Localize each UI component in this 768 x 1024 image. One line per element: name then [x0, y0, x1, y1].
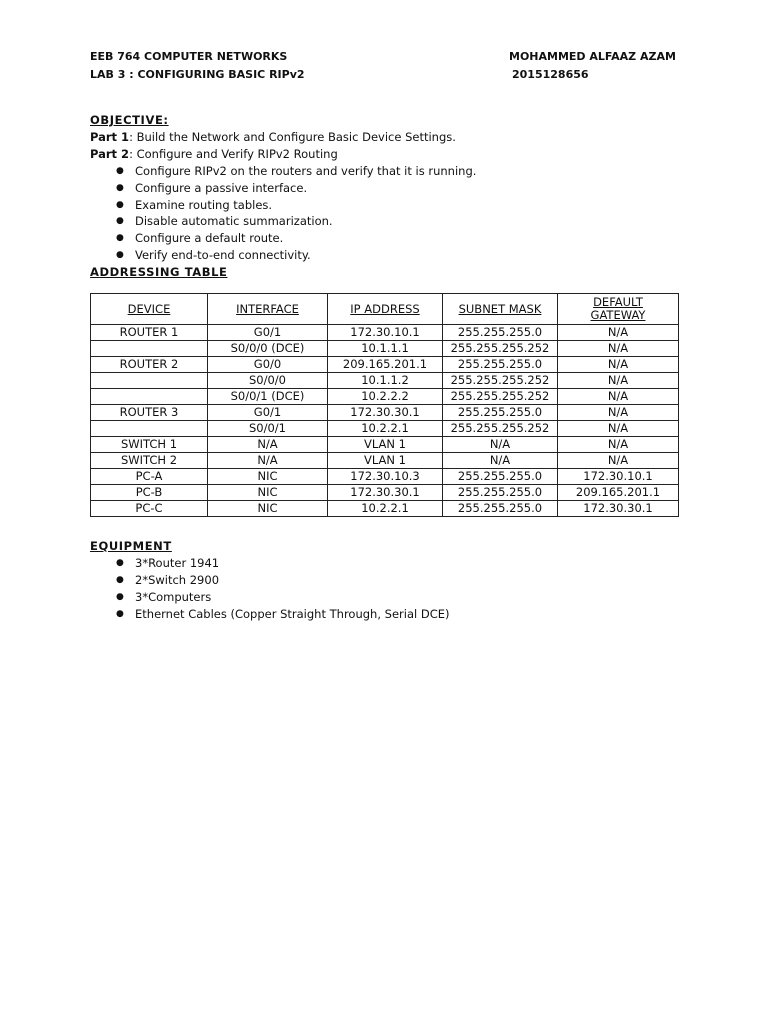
table-row — [91, 421, 679, 437]
cell-interface: G0/1 — [208, 325, 328, 341]
cell-device: ROUTER 1 — [91, 325, 208, 341]
table-row — [91, 469, 679, 485]
cell-device: ROUTER 3 — [91, 405, 208, 421]
cell-ip-address: 172.30.10.3 — [328, 469, 443, 485]
cell-subnet-mask: 255.255.255.252 — [443, 389, 558, 405]
cell-device: SWITCH 2 — [91, 453, 208, 469]
part-1-label: Part 1 — [90, 129, 130, 144]
cell-interface: S0/0/0 (DCE) — [208, 341, 328, 357]
table-row — [91, 501, 679, 517]
column-header-ip-address: IP ADDRESS — [328, 294, 443, 325]
equipment-section — [90, 538, 690, 623]
cell-subnet-mask: 255.255.255.0 — [443, 357, 558, 373]
objective-bullet-list — [90, 163, 690, 264]
objective-heading: OBJECTIVE: — [90, 113, 169, 127]
cell-default-gateway: 209.165.201.1 — [558, 485, 679, 501]
cell-interface: S0/0/1 (DCE) — [208, 389, 328, 405]
table-row — [91, 389, 679, 405]
bullet-icon: ● — [116, 182, 124, 193]
list-item — [90, 213, 690, 230]
course-title: EEB 764 COMPUTER NETWORKS — [90, 50, 288, 63]
cell-default-gateway: N/A — [558, 437, 679, 453]
cell-device: PC-A — [91, 469, 208, 485]
cell-ip-address: 172.30.30.1 — [328, 405, 443, 421]
cell-default-gateway: 172.30.10.1 — [558, 469, 679, 485]
cell-default-gateway: N/A — [558, 341, 679, 357]
cell-interface: S0/0/1 — [208, 421, 328, 437]
table-row — [91, 373, 679, 389]
cell-default-gateway: N/A — [558, 405, 679, 421]
list-item — [90, 247, 690, 264]
part-2-label: Part 2 — [90, 146, 130, 161]
list-item-text: Configure a default route. — [135, 231, 284, 246]
cell-interface: N/A — [208, 437, 328, 453]
column-header-subnet-mask: SUBNET MASK — [443, 294, 558, 325]
cell-interface: S0/0/0 — [208, 373, 328, 389]
bullet-icon: ● — [116, 165, 124, 176]
part-1-text: : Build the Network and Configure Basic Device Settings. — [129, 129, 456, 144]
bullet-icon: ● — [116, 608, 124, 619]
bullet-icon: ● — [116, 216, 124, 227]
cell-default-gateway: N/A — [558, 389, 679, 405]
list-item-text: 3*Computers — [135, 589, 212, 604]
cell-interface: NIC — [208, 485, 328, 501]
cell-device — [91, 421, 208, 437]
student-id: 2015128656 — [512, 68, 589, 81]
cell-subnet-mask: 255.255.255.252 — [443, 421, 558, 437]
bullet-icon: ● — [116, 557, 124, 568]
cell-ip-address: 209.165.201.1 — [328, 357, 443, 373]
cell-device — [91, 389, 208, 405]
table-row — [91, 357, 679, 373]
bullet-icon: ● — [116, 250, 124, 261]
cell-default-gateway: N/A — [558, 357, 679, 373]
part-2-text: : Configure and Verify RIPv2 Routing — [129, 146, 338, 161]
cell-subnet-mask: 255.255.255.0 — [443, 501, 558, 517]
column-header-interface: INTERFACE — [208, 294, 328, 325]
equipment-list — [90, 555, 690, 623]
cell-subnet-mask: 255.255.255.0 — [443, 405, 558, 421]
cell-interface: NIC — [208, 501, 328, 517]
addressing-table — [90, 293, 679, 517]
list-item-text: Ethernet Cables (Copper Straight Through, Serial DCE) — [135, 606, 450, 621]
cell-subnet-mask: 255.255.255.0 — [443, 485, 558, 501]
cell-interface: NIC — [208, 469, 328, 485]
author-name: MOHAMMED ALFAAZ AZAM — [509, 50, 676, 63]
cell-device: SWITCH 1 — [91, 437, 208, 453]
table-row — [91, 437, 679, 453]
cell-subnet-mask: 255.255.255.0 — [443, 469, 558, 485]
part-1-line — [90, 129, 690, 146]
cell-interface: G0/1 — [208, 405, 328, 421]
cell-ip-address: 10.2.2.1 — [328, 501, 443, 517]
list-item-text: Disable automatic summarization. — [135, 214, 333, 229]
cell-default-gateway: N/A — [558, 373, 679, 389]
cell-interface: N/A — [208, 453, 328, 469]
list-item — [90, 163, 690, 180]
cell-ip-address: 10.2.2.1 — [328, 421, 443, 437]
cell-device: PC-B — [91, 485, 208, 501]
cell-ip-address: 172.30.30.1 — [328, 485, 443, 501]
cell-ip-address: 10.1.1.1 — [328, 341, 443, 357]
cell-ip-address: VLAN 1 — [328, 437, 443, 453]
addressing-table-body — [91, 325, 679, 517]
cell-device: PC-C — [91, 501, 208, 517]
list-item-text: Examine routing tables. — [135, 197, 273, 212]
table-row — [91, 405, 679, 421]
cell-default-gateway: 172.30.30.1 — [558, 501, 679, 517]
cell-default-gateway: N/A — [558, 421, 679, 437]
bullet-icon: ● — [116, 233, 124, 244]
list-item-text: 2*Switch 2900 — [135, 572, 220, 587]
table-row — [91, 325, 679, 341]
lab-title: LAB 3 : CONFIGURING BASIC RIPv2 — [90, 68, 305, 81]
column-header-device: DEVICE — [91, 294, 208, 325]
list-item — [90, 555, 690, 572]
column-header-default-gateway: DEFAULT GATEWAY — [558, 294, 679, 325]
cell-subnet-mask: 255.255.255.252 — [443, 373, 558, 389]
cell-ip-address: VLAN 1 — [328, 453, 443, 469]
cell-ip-address: 10.1.1.2 — [328, 373, 443, 389]
list-item — [90, 230, 690, 247]
part-2-line — [90, 146, 690, 163]
cell-default-gateway: N/A — [558, 453, 679, 469]
bullet-icon: ● — [116, 199, 124, 210]
bullet-icon: ● — [116, 574, 124, 585]
cell-device — [91, 341, 208, 357]
table-row — [91, 341, 679, 357]
cell-default-gateway: N/A — [558, 325, 679, 341]
bullet-icon: ● — [116, 591, 124, 602]
cell-ip-address: 172.30.10.1 — [328, 325, 443, 341]
cell-device: ROUTER 2 — [91, 357, 208, 373]
list-item-text: 3*Router 1941 — [135, 555, 220, 570]
table-row — [91, 453, 679, 469]
table-header-row — [91, 294, 679, 325]
cell-interface: G0/0 — [208, 357, 328, 373]
list-item-text: Configure RIPv2 on the routers and verify that it is running. — [135, 163, 477, 178]
list-item — [90, 589, 690, 606]
cell-subnet-mask: N/A — [443, 453, 558, 469]
cell-subnet-mask: N/A — [443, 437, 558, 453]
list-item — [90, 180, 690, 197]
list-item — [90, 197, 690, 214]
table-row — [91, 485, 679, 501]
cell-subnet-mask: 255.255.255.252 — [443, 341, 558, 357]
list-item-text: Verify end-to-end connectivity. — [135, 248, 311, 263]
objective-section — [90, 112, 690, 281]
list-item — [90, 572, 690, 589]
equipment-heading: EQUIPMENT — [90, 539, 172, 553]
cell-device — [91, 373, 208, 389]
cell-ip-address: 10.2.2.2 — [328, 389, 443, 405]
list-item-text: Configure a passive interface. — [135, 180, 308, 195]
list-item — [90, 606, 690, 623]
cell-subnet-mask: 255.255.255.0 — [443, 325, 558, 341]
addressing-table-heading: ADDRESSING TABLE — [90, 265, 228, 280]
